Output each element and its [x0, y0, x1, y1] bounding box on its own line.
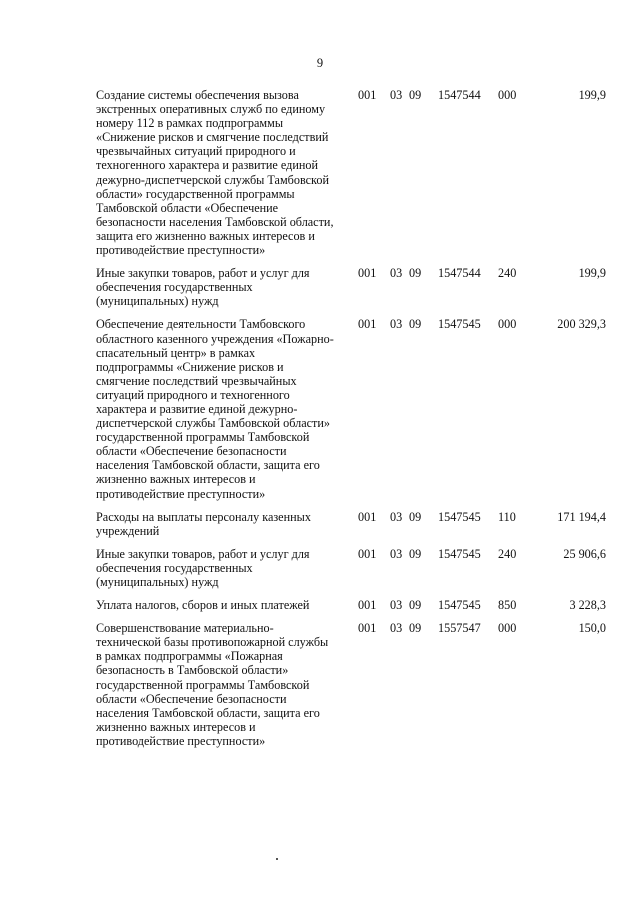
- budget-table: [96, 88, 606, 757]
- department-code: 001: [358, 317, 377, 332]
- table-row: [96, 266, 606, 308]
- table-row: [96, 598, 606, 612]
- section-code: 03: [390, 598, 403, 613]
- table-row: [96, 317, 606, 500]
- department-code: 001: [358, 88, 377, 102]
- expense-type-code: 850: [498, 598, 517, 613]
- department-code: 001: [358, 598, 377, 613]
- department-code: 001: [358, 266, 377, 281]
- expense-type-code: 110: [498, 509, 516, 524]
- row-description: Иные закупки товаров, работ и услуг для обеспечения государственных (муниципальных) нужд: [96, 546, 310, 589]
- target-article-code: 1547545: [438, 509, 481, 524]
- amount: 199,9: [578, 266, 606, 281]
- page-number: 9: [316, 56, 324, 70]
- subsection-code: 09: [409, 317, 422, 332]
- expense-type-code: 000: [498, 317, 517, 332]
- expense-type-code: 000: [498, 621, 517, 636]
- table-row: [96, 510, 606, 538]
- row-description: Уплата налогов, сборов и иных платежей: [96, 598, 310, 613]
- target-article-code: 1547544: [438, 266, 481, 281]
- subsection-code: 09: [409, 598, 422, 613]
- section-code: 03: [390, 621, 403, 636]
- section-code: 03: [390, 546, 403, 561]
- target-article-code: 1557547: [438, 621, 481, 636]
- section-code: 03: [390, 266, 403, 281]
- table-row: [96, 621, 606, 748]
- section-code: 03: [390, 317, 403, 332]
- subsection-code: 09: [409, 88, 422, 102]
- department-code: 001: [358, 621, 377, 636]
- subsection-code: 09: [409, 621, 422, 636]
- expense-type-code: 240: [498, 266, 517, 281]
- amount: 25 906,6: [563, 546, 606, 561]
- target-article-code: 1547545: [438, 317, 481, 332]
- amount: 150,0: [578, 621, 606, 636]
- amount: 171 194,4: [557, 509, 606, 524]
- target-article-code: 1547545: [438, 598, 481, 613]
- amount: 3 228,3: [569, 598, 606, 613]
- target-article-code: 1547544: [438, 88, 481, 102]
- row-description: Создание системы обеспечения вызова экстренных оперативных служб по единому номеру 112 в рамках подпрограммы «Снижение рисков и смягчение последствий чрезвычайных ситуаций природного и техногенного характера и развитие единой дежурно-диспетчерской службы Тамбовской области» государственной программы Тамбовской области «Обеспечение безопасности населения Тамбовской области, защита его жизненно важных интересов и противодействие преступности»: [96, 88, 334, 258]
- target-article-code: 1547545: [438, 546, 481, 561]
- subsection-code: 09: [409, 266, 422, 281]
- amount: 200 329,3: [557, 317, 606, 332]
- expense-type-code: 000: [498, 88, 517, 102]
- section-code: 03: [390, 88, 403, 102]
- section-code: 03: [390, 509, 403, 524]
- expense-type-code: 240: [498, 546, 517, 561]
- amount: 199,9: [578, 88, 606, 102]
- department-code: 001: [358, 509, 377, 524]
- subsection-code: 09: [409, 509, 422, 524]
- row-description: Совершенствование материально-технической базы противопожарной службы в рамках подпрограммы «Пожарная безопасность в Тамбовской области» государственной программы Тамбовской области «Обеспечение безопасности населения Тамбовской области, защита его жизненно важных интересов и противодействие преступности»: [96, 621, 329, 748]
- table-row: [96, 88, 606, 257]
- table-row: [96, 547, 606, 589]
- footer-mark: [276, 858, 278, 860]
- department-code: 001: [358, 546, 377, 561]
- row-description: Расходы на выплаты персоналу казенных учреждений: [96, 509, 311, 538]
- row-description: Иные закупки товаров, работ и услуг для обеспечения государственных (муниципальных) нужд: [96, 266, 310, 309]
- subsection-code: 09: [409, 546, 422, 561]
- row-description: Обеспечение деятельности Тамбовского областного казенного учреждения «Пожарно-спасательный центр» в рамках подпрограммы «Снижение рисков и смягчение последствий чрезвычайных ситуаций природного и техногенного характера и развитие единой дежурно-диспетчерской службы Тамбовской области» государственной программы Тамбовской области «Обеспечение безопасности населения Тамбовской области, защита его жизненно важных интересов и противодействие преступности»: [96, 317, 334, 501]
